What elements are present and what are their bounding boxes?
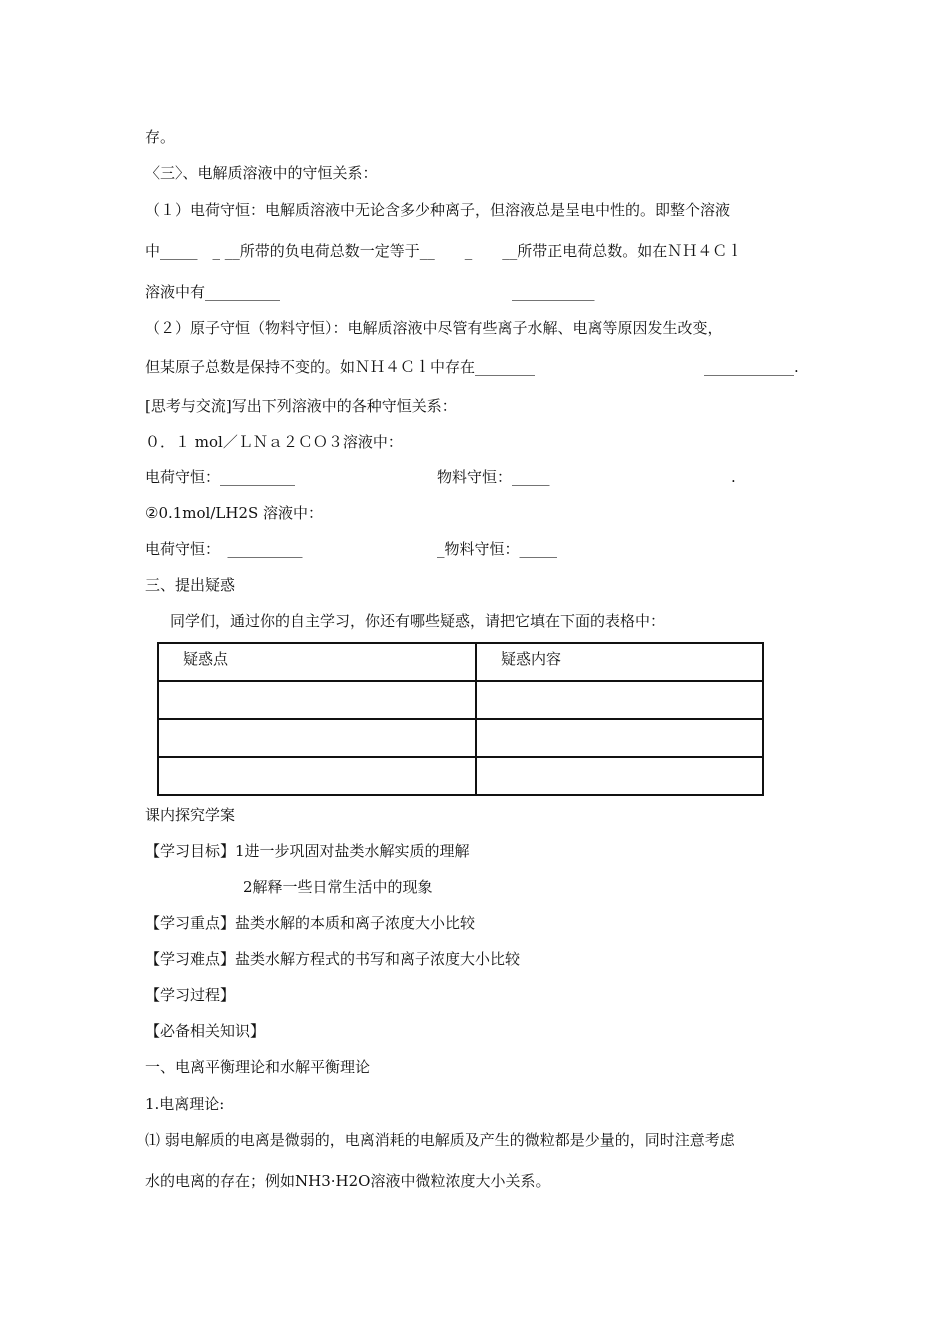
section-heading: 课内探究学案 xyxy=(145,806,236,824)
table-header-cell: 疑惑内容 xyxy=(476,643,763,681)
text-line: 物料守恒：_____ xyxy=(437,468,550,486)
text-line: ②0.1mol/LH2S 溶液中： xyxy=(145,504,324,522)
table-row xyxy=(158,719,763,757)
text-line: 【学习过程】 xyxy=(145,986,236,1004)
text-line: 【学习难点】盐类水解方程式的书写和离子浓度大小比较 xyxy=(145,950,521,968)
text-line: 2解释一些日常生活中的现象 xyxy=(243,878,433,896)
text-line: 电荷守恒：__________ xyxy=(145,468,296,486)
text-line: 存。 xyxy=(145,128,176,146)
table-cell[interactable] xyxy=(476,719,763,757)
table-row xyxy=(158,681,763,719)
table-cell[interactable] xyxy=(158,719,476,757)
section-heading: 〈三〉、电解质溶液中的守恒关系： xyxy=(145,164,378,182)
text-line: [思考与交流]写出下列溶液中的各种守恒关系： xyxy=(145,397,457,415)
table-cell[interactable] xyxy=(158,681,476,719)
text-line: 溶液中有__________ xyxy=(145,283,281,301)
table-row xyxy=(158,757,763,795)
section-heading: 三、提出疑惑 xyxy=(145,576,236,594)
text-line: 同学们，通过你的自主学习，你还有哪些疑惑，请把它填在下面的表格中： xyxy=(170,612,666,630)
table-cell[interactable] xyxy=(476,681,763,719)
text-line: 中_____ _ __所带的负电荷总数一定等于__ _ __所带正电荷总数。如在ＮＨ４Ｃｌ xyxy=(145,242,743,260)
text-line: . xyxy=(731,468,736,486)
table-cell[interactable] xyxy=(158,757,476,795)
text-line: 【学习目标】1进一步巩固对盐类水解实质的理解 xyxy=(145,842,470,860)
text-line: _物料守恒：_____ xyxy=(437,540,558,558)
blank-line: ____________. xyxy=(704,358,799,376)
text-line: 但某原子总数是保持不变的。如ＮＨ４Ｃｌ中存在________ xyxy=(145,358,536,376)
text-line: 【学习重点】盐类水解的本质和离子浓度大小比较 xyxy=(145,914,476,932)
blank-line: ___________ xyxy=(512,283,595,301)
text-line: ⑴ 弱电解质的电离是微弱的，电离消耗的电解质及产生的微粒都是少量的，同时注意考虑 xyxy=(145,1131,735,1149)
text-line: 水的电离的存在；例如NH3·H2O溶液中微粒浓度大小关系。 xyxy=(145,1172,551,1190)
text-line: ０．１ mol／ＬＮａ２ＣＯ３溶液中： xyxy=(145,433,403,451)
text-line: 电荷守恒： __________ xyxy=(145,540,303,558)
table-cell[interactable] xyxy=(476,757,763,795)
table-header-cell: 疑惑点 xyxy=(158,643,476,681)
section-heading: 一、电离平衡理论和水解平衡理论 xyxy=(145,1058,371,1076)
table-header-row xyxy=(158,643,763,681)
text-line: 【必备相关知识】 xyxy=(145,1022,266,1040)
text-line: 1.电离理论: xyxy=(145,1095,225,1113)
doubts-table xyxy=(157,642,764,796)
text-line: （１）电荷守恒：电解质溶液中无论含多少种离子，但溶液总是呈电中性的。即整个溶液 xyxy=(145,201,731,219)
text-line: （２）原子守恒（物料守恒）：电解质溶液中尽管有些离子水解、电离等原因发生改变， xyxy=(145,319,723,337)
